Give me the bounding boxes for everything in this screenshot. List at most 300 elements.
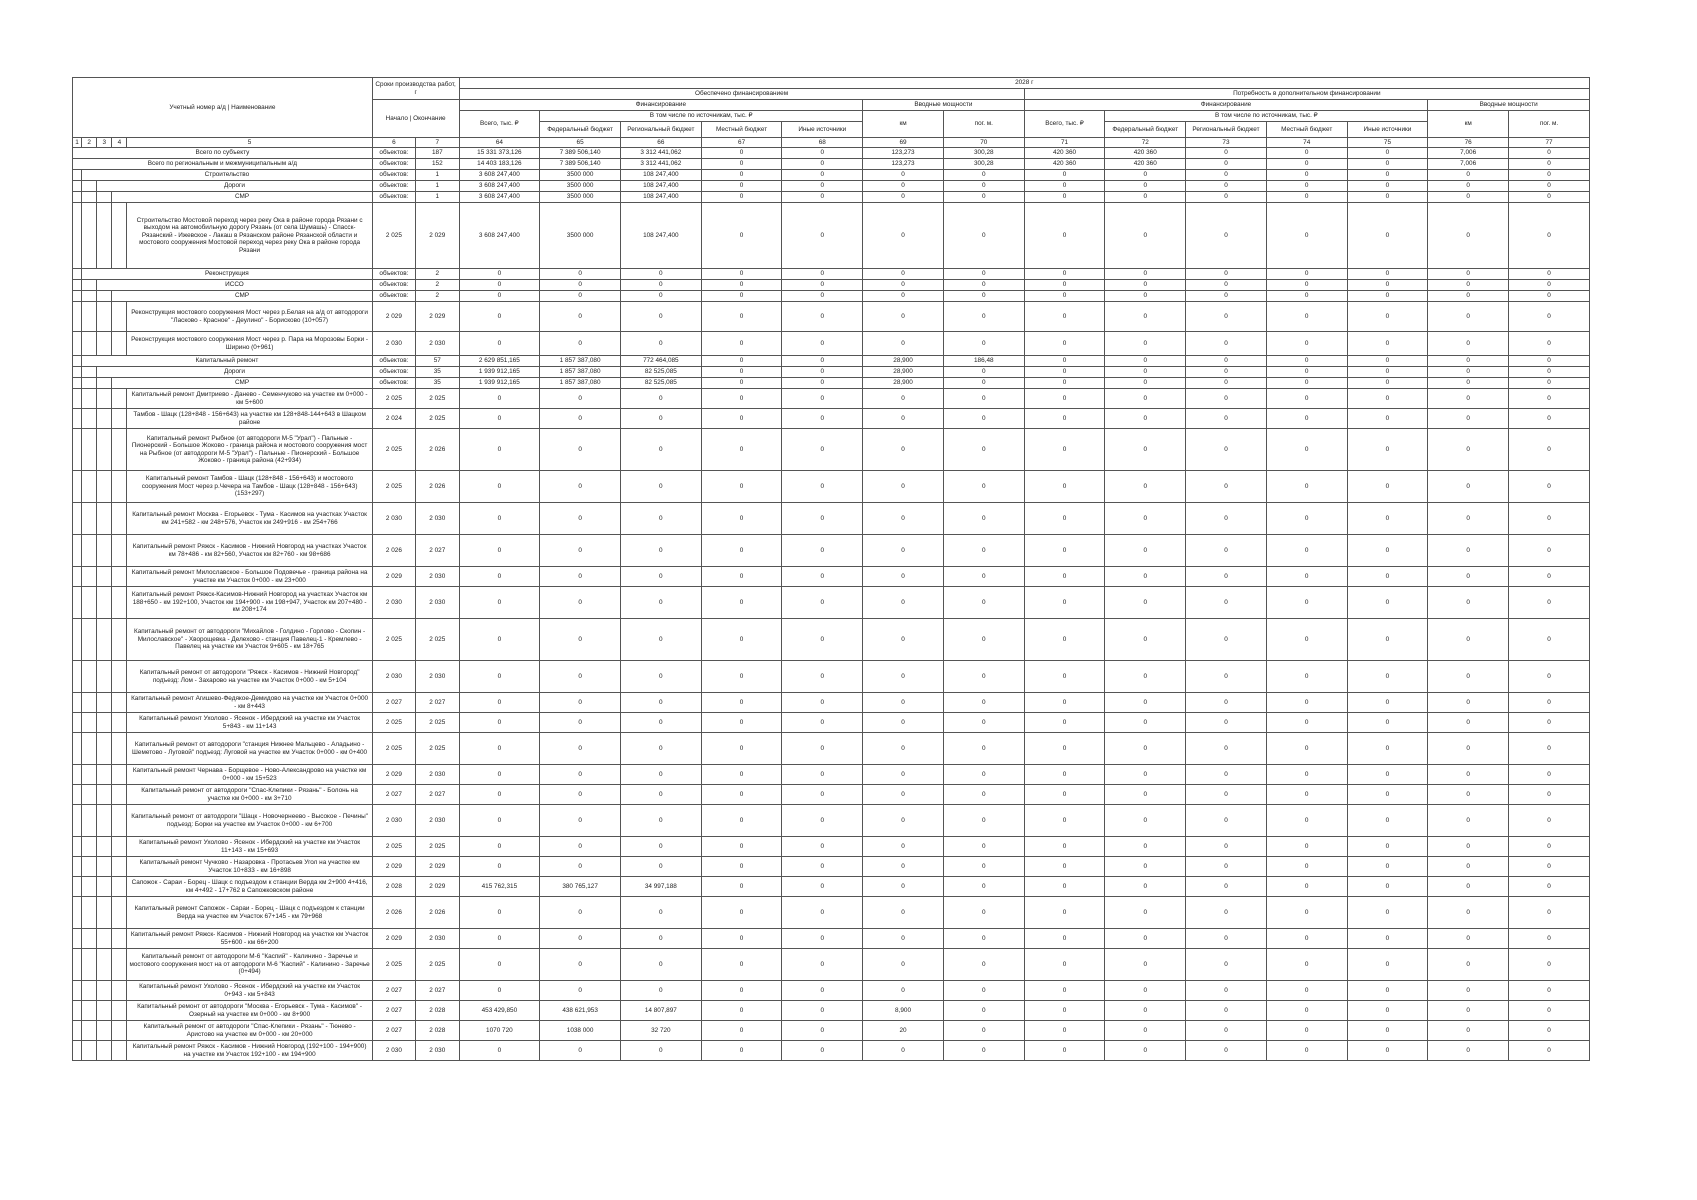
value-cell: 0 <box>1105 587 1186 619</box>
value-cell: 0 <box>1266 949 1347 981</box>
value-cell: 0 <box>701 765 782 785</box>
value-cell: 0 <box>1347 619 1428 661</box>
value-cell: 0 <box>1509 181 1590 192</box>
value-cell: 0 <box>540 1041 621 1061</box>
value-cell: 0 <box>1186 567 1267 587</box>
value-cell: 0 <box>1105 733 1186 765</box>
start-year: 2 028 <box>372 877 415 897</box>
value-cell: 0 <box>782 181 863 192</box>
value-cell: 0 <box>1105 693 1186 713</box>
object-row <box>73 302 1590 332</box>
value-cell: 0 <box>620 981 701 1001</box>
indent-cell <box>112 1041 127 1061</box>
object-row <box>73 567 1590 587</box>
indent-cell <box>82 693 97 713</box>
summary-row <box>73 181 1590 192</box>
indent-cell <box>97 389 112 409</box>
value-cell: 1 939 912,165 <box>459 378 540 389</box>
value-cell: 0 <box>459 661 540 693</box>
value-cell: 0 <box>1024 269 1105 280</box>
value-cell: 0 <box>1105 877 1186 897</box>
value-cell: 0 <box>701 280 782 291</box>
value-cell: 0 <box>1266 733 1347 765</box>
value-cell: 0 <box>943 587 1024 619</box>
value-cell: 0 <box>1347 389 1428 409</box>
objects-unit: объектов: <box>372 356 415 367</box>
value-cell: 0 <box>459 785 540 805</box>
start-year: 2 027 <box>372 1001 415 1021</box>
indent-cell <box>112 857 127 877</box>
indent-cell <box>73 897 82 929</box>
value-cell: 0 <box>1347 837 1428 857</box>
indent-cell <box>82 332 97 356</box>
value-cell: 0 <box>782 713 863 733</box>
value-cell: 123,273 <box>863 159 944 170</box>
summary-row <box>73 269 1590 280</box>
column-index: 7 <box>416 138 459 148</box>
indent-cell <box>82 471 97 503</box>
indent-cell <box>73 332 82 356</box>
indent-cell <box>97 203 112 269</box>
indent-cell <box>73 389 82 409</box>
value-cell: 7,006 <box>1428 148 1509 159</box>
value-cell: 0 <box>1428 203 1509 269</box>
value-cell: 0 <box>701 587 782 619</box>
start-year: 2 027 <box>372 693 415 713</box>
value-cell: 3 608 247,400 <box>459 192 540 203</box>
value-cell: 0 <box>782 661 863 693</box>
indent-cell <box>73 203 82 269</box>
value-cell: 0 <box>782 785 863 805</box>
start-year: 2 025 <box>372 389 415 409</box>
value-cell: 0 <box>782 805 863 837</box>
value-cell: 0 <box>1509 332 1590 356</box>
value-cell: 0 <box>620 1041 701 1061</box>
value-cell: 0 <box>1428 929 1509 949</box>
object-row <box>73 1041 1590 1061</box>
indent-cell <box>112 805 127 837</box>
value-cell: 0 <box>540 897 621 929</box>
value-cell: 0 <box>701 693 782 713</box>
end-year: 2 030 <box>416 567 459 587</box>
indent-cell <box>97 805 112 837</box>
object-row <box>73 661 1590 693</box>
indent-cell <box>73 429 82 471</box>
value-cell: 0 <box>782 897 863 929</box>
local-header: Местный бюджет <box>701 122 782 138</box>
indent-cell <box>82 1021 97 1041</box>
indent-cell <box>112 389 127 409</box>
value-cell: 0 <box>1186 1041 1267 1061</box>
value-cell: 0 <box>1428 981 1509 1001</box>
value-cell: 0 <box>1428 429 1509 471</box>
value-cell: 0 <box>1266 661 1347 693</box>
object-name: Капитальный ремонт Ухолово - Ясенок - Ибердский на участке км Участок 11+143 - км 15+693 <box>127 837 372 857</box>
local-header-2: Местный бюджет <box>1266 122 1347 138</box>
indent-cell <box>82 535 97 567</box>
value-cell: 0 <box>1186 378 1267 389</box>
value-cell: 0 <box>1105 785 1186 805</box>
value-cell: 0 <box>701 389 782 409</box>
value-cell: 0 <box>1186 619 1267 661</box>
value-cell: 0 <box>1266 693 1347 713</box>
summary-label: Всего по субъекту <box>73 148 373 159</box>
value-cell: 1 857 387,080 <box>540 356 621 367</box>
value-cell: 0 <box>1266 170 1347 181</box>
value-cell: 0 <box>863 713 944 733</box>
column-index: 70 <box>943 138 1024 148</box>
object-name: Капитальный ремонт от автодороги "станция Нижнее Мальцево - Аладьино - Шеметово - Луговой" подъезд: Луговой на участке км Участок 0+000 - км 0+400 <box>127 733 372 765</box>
object-name: Сапожок - Сараи - Борец - Шацк с подъездом к станции Верда км 2+900 4+416, км 4+492 - 17+762 в Сапожковском районе <box>127 877 372 897</box>
indent-cell <box>82 302 97 332</box>
value-cell: 0 <box>540 693 621 713</box>
value-cell: 0 <box>1266 1021 1347 1041</box>
object-row <box>73 1001 1590 1021</box>
indent-cell <box>82 409 97 429</box>
summary-row <box>73 378 1590 389</box>
value-cell: 0 <box>943 503 1024 535</box>
indent-cell <box>82 567 97 587</box>
objects-unit: объектов: <box>372 170 415 181</box>
value-cell: 0 <box>1186 291 1267 302</box>
year-header: 2028 г <box>459 78 1590 89</box>
value-cell: 0 <box>1105 837 1186 857</box>
indent-cell <box>112 429 127 471</box>
value-cell: 0 <box>1266 877 1347 897</box>
summary-label: ИССО <box>97 280 373 291</box>
regional-header: Региональный бюджет <box>620 122 701 138</box>
start-year: 2 027 <box>372 1021 415 1041</box>
object-row <box>73 619 1590 661</box>
value-cell: 0 <box>540 389 621 409</box>
indent-cell <box>73 378 82 389</box>
value-cell: 0 <box>863 837 944 857</box>
value-cell: 0 <box>620 587 701 619</box>
value-cell: 3500 000 <box>540 170 621 181</box>
value-cell: 28,900 <box>863 378 944 389</box>
value-cell: 0 <box>1347 857 1428 877</box>
value-cell: 0 <box>540 857 621 877</box>
indent-cell <box>112 785 127 805</box>
value-cell: 0 <box>1347 949 1428 981</box>
object-name: Капитальный ремонт от автодороги "Москва - Егорьевск - Тума - Касимов" - Озерный на участке км 0+000 - км 8+900 <box>127 1001 372 1021</box>
indent-cell <box>112 471 127 503</box>
value-cell: 0 <box>1024 765 1105 785</box>
end-year: 2 030 <box>416 929 459 949</box>
indent-cell <box>82 1041 97 1061</box>
value-cell: 0 <box>1105 1021 1186 1041</box>
column-index: 77 <box>1509 138 1590 148</box>
column-index: 74 <box>1266 138 1347 148</box>
value-cell: 82 525,085 <box>620 367 701 378</box>
value-cell: 0 <box>863 170 944 181</box>
value-cell: 0 <box>540 837 621 857</box>
object-name: Тамбов - Шацк (128+848 - 156+643) на участке км 128+848-144+643 в Шацком районе <box>127 409 372 429</box>
value-cell: 0 <box>1266 378 1347 389</box>
financing-header-2: Финансирование <box>1024 100 1428 111</box>
column-index: 66 <box>620 138 701 148</box>
summary-label: СМР <box>112 192 372 203</box>
value-cell: 0 <box>701 837 782 857</box>
start-year: 2 030 <box>372 1041 415 1061</box>
value-cell: 1 939 912,165 <box>459 367 540 378</box>
objects-count: 2 <box>416 280 459 291</box>
value-cell: 0 <box>459 897 540 929</box>
value-cell: 0 <box>1024 1001 1105 1021</box>
object-name: Капитальный ремонт Милославское - Большое Подовечье - граница района на участке км Участок 0+000 - км 23+000 <box>127 567 372 587</box>
value-cell: 0 <box>459 929 540 949</box>
value-cell: 0 <box>943 785 1024 805</box>
value-cell: 0 <box>1347 785 1428 805</box>
value-cell: 0 <box>620 713 701 733</box>
value-cell: 0 <box>863 785 944 805</box>
indent-cell <box>73 356 82 367</box>
value-cell: 0 <box>782 857 863 877</box>
value-cell: 0 <box>459 291 540 302</box>
start-year: 2 030 <box>372 587 415 619</box>
indent-cell <box>112 877 127 897</box>
value-cell: 0 <box>943 332 1024 356</box>
start-year: 2 029 <box>372 302 415 332</box>
indent-cell <box>73 409 82 429</box>
indent-cell <box>97 713 112 733</box>
value-cell: 0 <box>1428 535 1509 567</box>
pogm-header-2: пог. м. <box>1509 111 1590 138</box>
objects-count: 2 <box>416 269 459 280</box>
object-row <box>73 733 1590 765</box>
value-cell: 0 <box>1186 181 1267 192</box>
value-cell: 0 <box>540 713 621 733</box>
value-cell: 0 <box>1105 367 1186 378</box>
value-cell: 0 <box>1024 429 1105 471</box>
value-cell: 0 <box>1105 949 1186 981</box>
value-cell: 0 <box>620 280 701 291</box>
value-cell: 0 <box>943 1041 1024 1061</box>
value-cell: 0 <box>863 332 944 356</box>
value-cell: 0 <box>863 269 944 280</box>
value-cell: 0 <box>1509 159 1590 170</box>
value-cell: 0 <box>782 619 863 661</box>
value-cell: 3500 000 <box>540 192 621 203</box>
value-cell: 0 <box>1105 356 1186 367</box>
value-cell: 0 <box>1024 367 1105 378</box>
value-cell: 0 <box>459 981 540 1001</box>
value-cell: 0 <box>1428 949 1509 981</box>
value-cell: 0 <box>459 713 540 733</box>
value-cell: 0 <box>782 949 863 981</box>
value-cell: 0 <box>1266 356 1347 367</box>
value-cell: 0 <box>782 429 863 471</box>
value-cell: 300,28 <box>943 159 1024 170</box>
value-cell: 0 <box>782 192 863 203</box>
value-cell: 0 <box>1347 291 1428 302</box>
value-cell: 0 <box>1266 897 1347 929</box>
value-cell: 0 <box>620 785 701 805</box>
by-sources-header: В том числе по источникам, тыс. ₽ <box>540 111 863 122</box>
value-cell: 0 <box>459 857 540 877</box>
start-year: 2 025 <box>372 837 415 857</box>
value-cell: 0 <box>701 356 782 367</box>
start-year: 2 025 <box>372 619 415 661</box>
value-cell: 0 <box>540 280 621 291</box>
value-cell: 0 <box>1105 619 1186 661</box>
indent-cell <box>73 269 82 280</box>
value-cell: 0 <box>1347 693 1428 713</box>
value-cell: 0 <box>1428 1041 1509 1061</box>
indent-cell <box>112 837 127 857</box>
value-cell: 0 <box>459 269 540 280</box>
value-cell: 0 <box>459 409 540 429</box>
value-cell: 0 <box>782 302 863 332</box>
value-cell: 0 <box>1509 1041 1590 1061</box>
indent-cell <box>112 535 127 567</box>
object-name: Капитальный ремонт от автодороги М-6 "Каспий" - Калинино - Заречье и мостового сооружения мост на от автодороги М-6 "Каспий" - Калинино - Заречье (0+494) <box>127 949 372 981</box>
end-year: 2 030 <box>416 332 459 356</box>
value-cell: 0 <box>1024 693 1105 713</box>
value-cell: 0 <box>1266 302 1347 332</box>
indent-cell <box>112 203 127 269</box>
value-cell: 0 <box>1266 409 1347 429</box>
value-cell: 0 <box>1509 356 1590 367</box>
value-cell: 3 608 247,400 <box>459 203 540 269</box>
value-cell: 0 <box>1024 409 1105 429</box>
value-cell: 0 <box>701 203 782 269</box>
value-cell: 0 <box>943 765 1024 785</box>
value-cell: 0 <box>701 471 782 503</box>
value-cell: 0 <box>1105 389 1186 409</box>
end-year: 2 030 <box>416 661 459 693</box>
value-cell: 0 <box>1347 302 1428 332</box>
value-cell: 0 <box>1024 378 1105 389</box>
value-cell: 0 <box>1266 619 1347 661</box>
indent-cell <box>97 192 112 203</box>
column-index-row <box>73 138 1590 148</box>
objects-unit: объектов: <box>372 192 415 203</box>
summary-label: Дороги <box>97 367 373 378</box>
value-cell: 3 312 441,062 <box>620 159 701 170</box>
value-cell: 0 <box>1428 805 1509 837</box>
value-cell: 0 <box>863 765 944 785</box>
summary-row <box>73 148 1590 159</box>
total-header-2: Всего, тыс. ₽ <box>1024 111 1105 138</box>
value-cell: 0 <box>1428 170 1509 181</box>
column-index: 76 <box>1428 138 1509 148</box>
value-cell: 0 <box>782 170 863 181</box>
objects-unit: объектов: <box>372 291 415 302</box>
value-cell: 0 <box>863 877 944 897</box>
value-cell: 82 525,085 <box>620 378 701 389</box>
value-cell: 0 <box>620 765 701 785</box>
value-cell: 772 464,085 <box>620 356 701 367</box>
value-cell: 7 389 506,140 <box>540 159 621 170</box>
value-cell: 0 <box>1509 471 1590 503</box>
value-cell: 0 <box>1509 378 1590 389</box>
column-index: 6 <box>372 138 415 148</box>
summary-label: Дороги <box>97 181 373 192</box>
value-cell: 0 <box>863 503 944 535</box>
value-cell: 0 <box>1186 805 1267 837</box>
value-cell: 0 <box>1186 429 1267 471</box>
period-start-end-header: Начало | Окончание <box>372 100 459 138</box>
value-cell: 0 <box>1509 170 1590 181</box>
object-row <box>73 765 1590 785</box>
value-cell: 0 <box>1509 619 1590 661</box>
value-cell: 0 <box>701 181 782 192</box>
value-cell: 0 <box>943 805 1024 837</box>
object-name: Капитальный ремонт Рыбное (от автодороги М-5 "Урал") - Пальные - Пионерский - Большое Жоково - граница района и мостового сооружения мост на Рыбное (от автодороги М-5 "Урал") - Пальные - Пионерский - Большое Жоково - граница района (42+934) <box>127 429 372 471</box>
indent-cell <box>112 302 127 332</box>
value-cell: 0 <box>1428 587 1509 619</box>
indent-cell <box>82 1001 97 1021</box>
start-year: 2 025 <box>372 733 415 765</box>
value-cell: 0 <box>1266 929 1347 949</box>
indent-cell <box>73 535 82 567</box>
value-cell: 0 <box>782 471 863 503</box>
value-cell: 0 <box>1266 857 1347 877</box>
value-cell: 0 <box>1024 389 1105 409</box>
federal-header: Федеральный бюджет <box>540 122 621 138</box>
end-year: 2 029 <box>416 302 459 332</box>
value-cell: 0 <box>1509 765 1590 785</box>
value-cell: 0 <box>1024 192 1105 203</box>
value-cell: 28,900 <box>863 356 944 367</box>
value-cell: 0 <box>1024 713 1105 733</box>
pogm-header: пог. м. <box>943 111 1024 138</box>
indent-cell <box>97 693 112 713</box>
value-cell: 0 <box>540 785 621 805</box>
start-year: 2 029 <box>372 857 415 877</box>
object-row <box>73 805 1590 837</box>
value-cell: 0 <box>1509 587 1590 619</box>
end-year: 2 026 <box>416 471 459 503</box>
value-cell: 0 <box>701 567 782 587</box>
value-cell: 0 <box>459 302 540 332</box>
value-cell: 420 360 <box>1105 148 1186 159</box>
value-cell: 0 <box>1024 356 1105 367</box>
indent-cell <box>82 981 97 1001</box>
value-cell: 0 <box>1186 693 1267 713</box>
value-cell: 0 <box>1105 897 1186 929</box>
value-cell: 0 <box>459 503 540 535</box>
by-sources-header-2: В том числе по источникам, тыс. ₽ <box>1105 111 1428 122</box>
value-cell: 0 <box>459 1041 540 1061</box>
value-cell: 0 <box>1428 269 1509 280</box>
value-cell: 0 <box>1186 503 1267 535</box>
value-cell: 0 <box>782 837 863 857</box>
value-cell: 0 <box>1024 837 1105 857</box>
indent-cell <box>82 291 97 302</box>
value-cell: 0 <box>620 619 701 661</box>
object-name: Капитальный ремонт Ряжск- Касимов - Нижний Новгород на участке км Участок 55+600 - км 66+200 <box>127 929 372 949</box>
value-cell: 0 <box>1509 877 1590 897</box>
indent-cell <box>73 929 82 949</box>
summary-row <box>73 192 1590 203</box>
indent-cell <box>97 619 112 661</box>
value-cell: 0 <box>1105 471 1186 503</box>
value-cell: 0 <box>1024 805 1105 837</box>
value-cell: 0 <box>1105 567 1186 587</box>
value-cell: 0 <box>1186 837 1267 857</box>
column-index: 69 <box>863 138 944 148</box>
value-cell: 0 <box>620 693 701 713</box>
value-cell: 0 <box>1186 471 1267 503</box>
indent-cell <box>97 897 112 929</box>
value-cell: 0 <box>863 429 944 471</box>
column-index: 5 <box>127 138 372 148</box>
value-cell: 0 <box>863 280 944 291</box>
value-cell: 0 <box>459 535 540 567</box>
financing-header: Финансирование <box>459 100 863 111</box>
